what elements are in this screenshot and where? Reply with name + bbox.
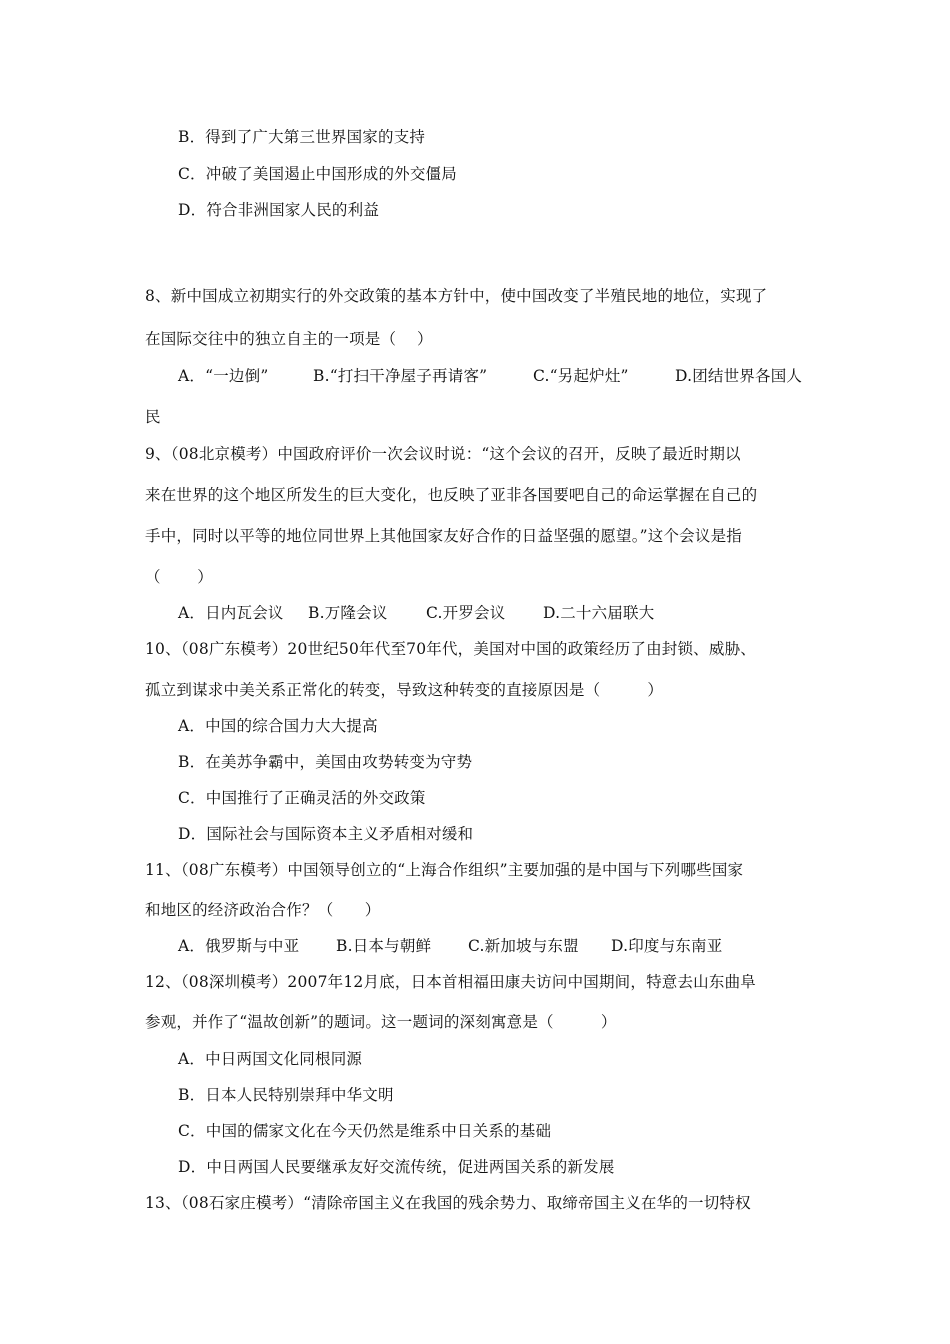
q8-stem-line2: 在国际交往中的独立自主的一项是（ ）: [145, 330, 433, 348]
q11-options: [178, 936, 722, 956]
q12-stem-line2: 参观，并作了“温故创新”的题词。这一题词的深刻寓意是（ ）: [145, 1013, 617, 1031]
q9-option-a: A．日内瓦会议: [178, 604, 284, 622]
q11-option-a: A．俄罗斯与中亚: [178, 937, 300, 955]
q10-option-d: D．国际社会与国际资本主义矛盾相对缓和: [178, 825, 474, 843]
q10-option-a: A．中国的综合国力大大提高: [178, 717, 378, 735]
q7-option-c: C．冲破了美国遏止中国形成的外交僵局: [178, 165, 457, 183]
q11-option-c: C.新加坡与东盟: [468, 937, 579, 955]
q12-option-c: C．中国的儒家文化在今天仍然是维系中日关系的基础: [178, 1122, 552, 1140]
q10-stem-line1: 10、（08广东模考）20世纪50年代至70年代，美国对中国的政策经历了由封锁、威胁、: [145, 640, 756, 658]
q10-option-c: C．中国推行了正确灵活的外交政策: [178, 789, 426, 807]
q9-stem-line1: 9、（08北京模考）中国政府评价一次会议时说：“这个会议的召开，反映了最近时期以: [145, 445, 741, 463]
q10-option-b: B．在美苏争霸中，美国由攻势转变为守势: [178, 753, 473, 771]
q8-option-d-wrap: 民: [145, 408, 161, 426]
q8-option-c: C.“另起炉灶”: [533, 367, 629, 385]
q8-stem-line1: 8、新中国成立初期实行的外交政策的基本方针中，使中国改变了半殖民地的地位，实现了: [145, 287, 768, 305]
q12-option-b: B．日本人民特别崇拜中华文明: [178, 1086, 394, 1104]
q9-option-d: D.二十六届联大: [543, 604, 655, 622]
q9-options: [178, 603, 654, 623]
q10-stem-line2: 孤立到谋求中美关系正常化的转变，导致这种转变的直接原因是（ ）: [145, 681, 664, 699]
q8-option-d: D.团结世界各国人: [675, 367, 803, 385]
q9-option-b: B.万隆会议: [308, 604, 388, 622]
q8-option-a: A．“一边倒”: [178, 367, 269, 385]
q9-option-c: C.开罗会议: [426, 604, 506, 622]
q12-option-a: A．中日两国文化同根同源: [178, 1050, 363, 1068]
q11-option-d: D.印度与东南亚: [611, 937, 723, 955]
q9-stem-line2: 来在世界的这个地区所发生的巨大变化，也反映了亚非各国要吧自己的命运掌握在自己的: [145, 486, 758, 504]
q11-stem-line1: 11、（08广东模考）中国领导创立的“上海合作组织”主要加强的是中国与下列哪些国家: [145, 861, 744, 879]
q13-stem-line1: 13、（08石家庄模考）“清除帝国主义在我国的残余势力、取缔帝国主义在华的一切特权: [145, 1194, 751, 1212]
q8-option-b: B.“打扫干净屋子再请客”: [313, 367, 488, 385]
q7-option-b: B．得到了广大第三世界国家的支持: [178, 128, 426, 146]
q11-option-b: B.日本与朝鲜: [336, 937, 432, 955]
q12-option-d: D．中日两国人民要继承友好交流传统，促进两国关系的新发展: [178, 1158, 615, 1176]
q9-answer-blank: （ ）: [145, 568, 213, 586]
q11-stem-line2: 和地区的经济政治合作？（ ）: [145, 901, 381, 919]
q12-stem-line1: 12、（08深圳模考）2007年12月底，日本首相福田康夫访问中国期间，特意去山东曲阜: [145, 973, 756, 991]
q9-stem-line3: 手中，同时以平等的地位同世界上其他国家友好合作的日益坚强的愿望。”这个会议是指: [145, 527, 742, 545]
q8-options: [178, 366, 802, 386]
q7-option-d: D．符合非洲国家人民的利益: [178, 201, 380, 219]
